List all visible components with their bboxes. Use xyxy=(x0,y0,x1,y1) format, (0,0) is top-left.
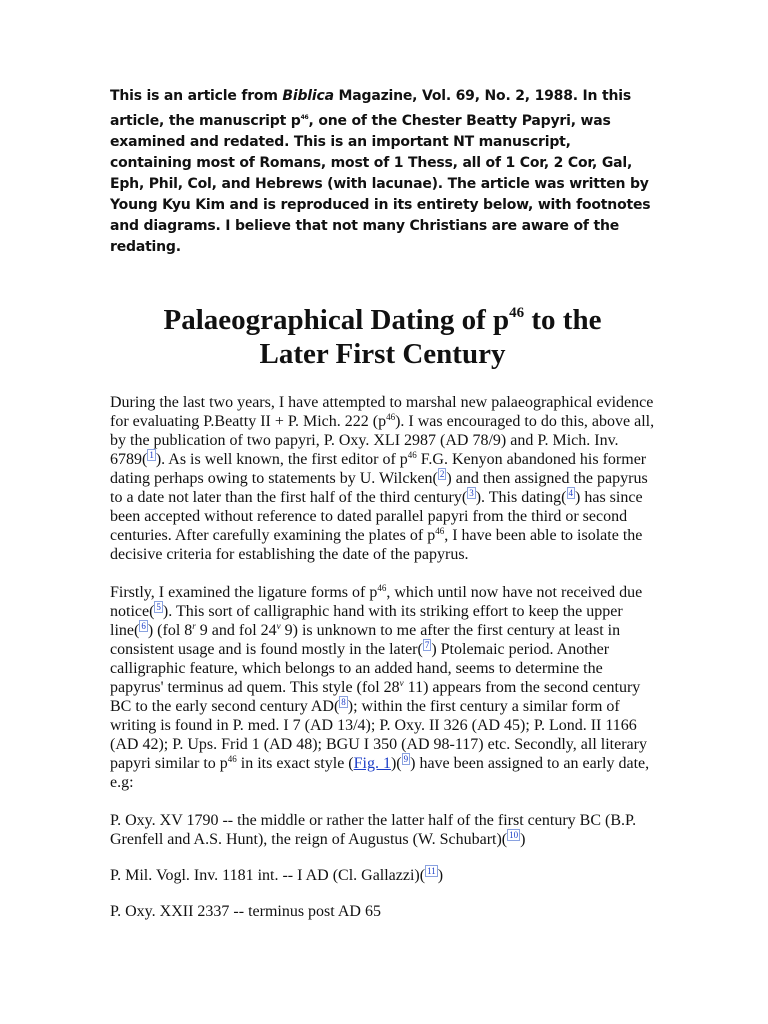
footnote-link[interactable]: 8 xyxy=(341,697,346,707)
paragraph-2 xyxy=(110,583,655,792)
reference-item xyxy=(110,811,655,849)
body-text: During the last two years, I have attempted to marshal new palaeographical evidence for evaluating P.Beatty II + P. Mich. 222 (p xyxy=(110,394,654,430)
footnote-link[interactable]: 1 xyxy=(149,450,154,460)
body-text: ); within the first century a similar form of writing is found in P. med. I 7 (AD 13/4); P. Oxy. II 326 (AD 45); P. Lond. II 1166 (AD 42); P. Ups. Frid 1 (AD 48); BGU I 350 (AD 98-117) etc. Secondly, all literary papyri similar to p xyxy=(110,698,647,772)
reference-item xyxy=(110,866,655,885)
intro-paragraph xyxy=(110,86,655,258)
title-superscript: 46 xyxy=(509,305,525,321)
footnote-link[interactable]: 4 xyxy=(568,488,574,498)
footnote-link[interactable]: 6 xyxy=(141,621,146,631)
body-text: in its exact style ( xyxy=(236,755,354,772)
magazine-name: Biblica xyxy=(282,88,334,104)
body-text: ). I was encouraged to do this, above all, by the publication of two papyri, P. Oxy. XLI 2987 (AD 78/9) and P. Mich. Inv. 6789( xyxy=(110,413,655,468)
superscript: r xyxy=(192,621,196,631)
body-text: ) has since been accepted without reference to dated parallel papyri from the third or second centuries. After carefully examining the plates of p xyxy=(110,489,643,544)
footnote-link[interactable]: 7 xyxy=(424,640,430,650)
footnote-link[interactable]: 3 xyxy=(469,488,474,498)
body-text: ). As is well known, the first editor of p xyxy=(155,451,408,468)
body-text: P. Oxy. XXII 2337 -- terminus post AD 65 xyxy=(110,903,381,920)
body-text: P. Mil. Vogl. Inv. 1181 int. -- I AD (Cl. Gallazzi)( xyxy=(110,867,426,884)
body-text: ) and then assigned the papyrus to a date not later than the first half of the third century( xyxy=(110,470,648,506)
superscript: 46 xyxy=(300,114,309,121)
body-text: 9 and fol 24 xyxy=(195,622,277,639)
body-text: 11) appears from the second century BC to the early second century AD( xyxy=(110,679,641,715)
superscript: v xyxy=(399,678,404,688)
superscript: 46 xyxy=(227,754,237,764)
footnote-link[interactable]: 10 xyxy=(509,830,519,840)
superscript: 46 xyxy=(435,526,445,536)
superscript: 46 xyxy=(377,583,387,593)
body-text: ) have been assigned to an early date, e.g: xyxy=(110,755,650,791)
footnote-link[interactable]: 11 xyxy=(427,866,436,876)
figure-link[interactable]: Fig. 1 xyxy=(353,755,391,772)
superscript: 46 xyxy=(386,412,396,422)
footnote-link[interactable]: 9 xyxy=(403,754,409,764)
body-text: ) xyxy=(437,867,444,884)
superscript: v xyxy=(276,621,281,631)
paragraph-1 xyxy=(110,393,655,564)
body-text: F.G. Kenyon abandoned his former dating perhaps owing to statements by U. Wilcken( xyxy=(110,451,647,487)
reference-list xyxy=(110,811,655,921)
document-page xyxy=(110,86,655,938)
body-text: 9) is unknown to me after the first century at least in consistent usage and is found mostly in the later( xyxy=(110,622,621,658)
body-text: ). This dating( xyxy=(475,489,567,506)
body-text: , which until now have not received due notice( xyxy=(110,584,643,620)
article-body xyxy=(110,393,655,921)
superscript: 46 xyxy=(407,450,417,460)
article-title xyxy=(110,303,655,371)
body-text: , I have been able to isolate the decisive criteria for establishing the date of the papyrus. xyxy=(110,527,643,563)
intro-text: Magazine, Vol. 69, No. 2, 1988. In this article, the manuscript p xyxy=(110,88,631,129)
reference-item xyxy=(110,902,655,921)
title-text: Palaeographical Dating of p xyxy=(163,304,510,336)
body-text: ) (fol 8 xyxy=(147,622,193,639)
title-text: Later First Century xyxy=(259,338,506,370)
title-text: to the xyxy=(524,304,602,336)
body-text: ) Ptolemaic period. Another calligraphic feature, which belongs to an added hand, seems to determine the papyrus' terminus ad quem. This style (fol 28 xyxy=(110,641,610,696)
body-text: P. Oxy. XV 1790 -- the middle or rather the latter half of the first century BC (B.P. Grenfell and A.S. Hunt), the reign of Augustus (W. Schubart)( xyxy=(110,812,637,848)
body-text: ). This sort of calligraphic hand with its striking effort to keep the upper line( xyxy=(110,603,623,639)
body-text: Firstly, I examined the ligature forms of p xyxy=(110,584,378,601)
intro-text: , one of the Chester Beatty Papyri, was examined and redated. This is an important NT manuscript, containing most of Romans, most of 1 Thess, all of 1 Cor, 2 Cor, Gal, Eph, Phil, Col, and Hebrews (with lacunae). The article was written by Young Kyu Kim and is reproduced in its entirety below, with footnotes and diagrams. I believe that not many Christians are aware of the redating. xyxy=(110,113,651,255)
body-text: )( xyxy=(390,755,402,772)
footnote-link[interactable]: 2 xyxy=(439,469,445,479)
footnote-link[interactable]: 5 xyxy=(156,602,161,612)
intro-text: This is an article from xyxy=(110,88,283,104)
body-text: ) xyxy=(520,831,526,848)
